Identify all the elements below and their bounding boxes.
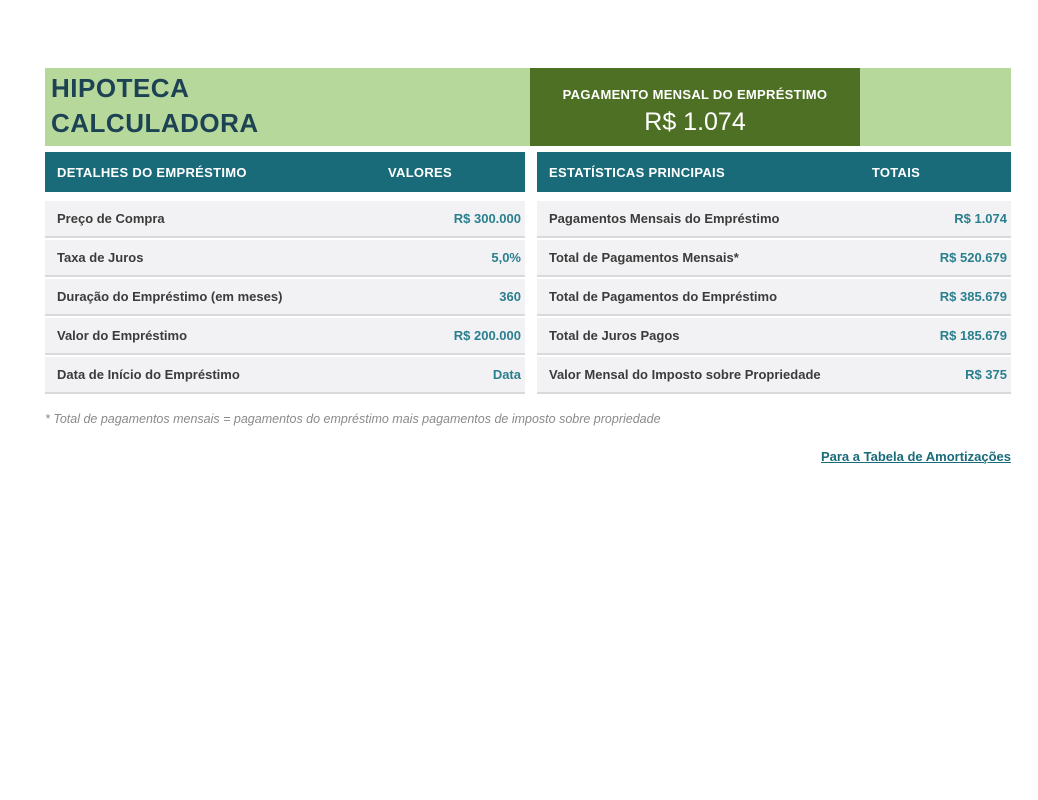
- row-label: Valor do Empréstimo: [57, 328, 188, 343]
- key-stats-title: ESTATÍSTICAS PRINCIPAIS: [549, 164, 725, 180]
- purchase-price-value[interactable]: R$ 300.000: [453, 211, 521, 226]
- loan-amount-value[interactable]: R$ 200.000: [453, 328, 521, 343]
- values-column-header: VALORES: [388, 164, 452, 180]
- row-label: Duração do Empréstimo (em meses): [57, 289, 283, 304]
- key-stats-header: [537, 152, 1011, 192]
- amortization-table-link[interactable]: Para a Tabela de Amortizações: [820, 449, 1011, 464]
- loan-details-header: [45, 152, 525, 192]
- monthly-payment-box: [530, 68, 860, 146]
- totals-column-header: TOTAIS: [871, 164, 921, 180]
- row-label: Total de Pagamentos Mensais*: [549, 250, 739, 265]
- table-row: [45, 318, 525, 355]
- monthly-property-tax-value: R$ 375: [965, 367, 1007, 382]
- monthly-loan-payment-value: R$ 1.074: [954, 211, 1007, 226]
- total-interest-paid-value: R$ 185.679: [939, 328, 1007, 343]
- row-label: Valor Mensal do Imposto sobre Propriedade: [549, 367, 821, 382]
- table-row: [45, 357, 525, 394]
- total-loan-payments-value: R$ 385.679: [939, 289, 1007, 304]
- table-row: [45, 201, 525, 238]
- key-stats-rows: [537, 201, 1011, 394]
- loan-duration-value[interactable]: 360: [499, 289, 521, 304]
- monthly-payment-amount: R$ 1.074: [644, 108, 746, 136]
- loan-details-rows: [45, 201, 525, 394]
- header-band: [45, 68, 1011, 146]
- key-stats-table: [537, 152, 1011, 396]
- row-label: Total de Juros Pagos: [549, 328, 680, 343]
- table-row: [45, 279, 525, 316]
- table-row: [45, 240, 525, 277]
- monthly-payment-label: PAGAMENTO MENSAL DO EMPRÉSTIMO: [562, 87, 828, 102]
- row-label: Preço de Compra: [57, 211, 165, 226]
- total-monthly-payments-value: R$ 520.679: [939, 250, 1007, 265]
- loan-start-date-value[interactable]: Data: [492, 367, 521, 382]
- row-label: Total de Pagamentos do Empréstimo: [549, 289, 778, 304]
- table-row: [537, 240, 1011, 277]
- row-label: Data de Início do Empréstimo: [57, 367, 240, 382]
- footnote: * Total de pagamentos mensais = pagamentos do empréstimo mais pagamentos de imposto sobre propriedade: [45, 412, 661, 426]
- table-row: [537, 201, 1011, 238]
- table-row: [537, 318, 1011, 355]
- interest-rate-value[interactable]: 5,0%: [491, 250, 521, 265]
- row-label: Taxa de Juros: [57, 250, 144, 265]
- page-title: [51, 71, 259, 141]
- table-row: [537, 279, 1011, 316]
- loan-details-title: DETALHES DO EMPRÉSTIMO: [57, 164, 247, 180]
- loan-details-table: [45, 152, 525, 396]
- row-label: Pagamentos Mensais do Empréstimo: [549, 211, 780, 226]
- table-row: [537, 357, 1011, 394]
- page-title-line1: HIPOTECA: [51, 73, 190, 103]
- page-title-line2: CALCULADORA: [51, 108, 259, 138]
